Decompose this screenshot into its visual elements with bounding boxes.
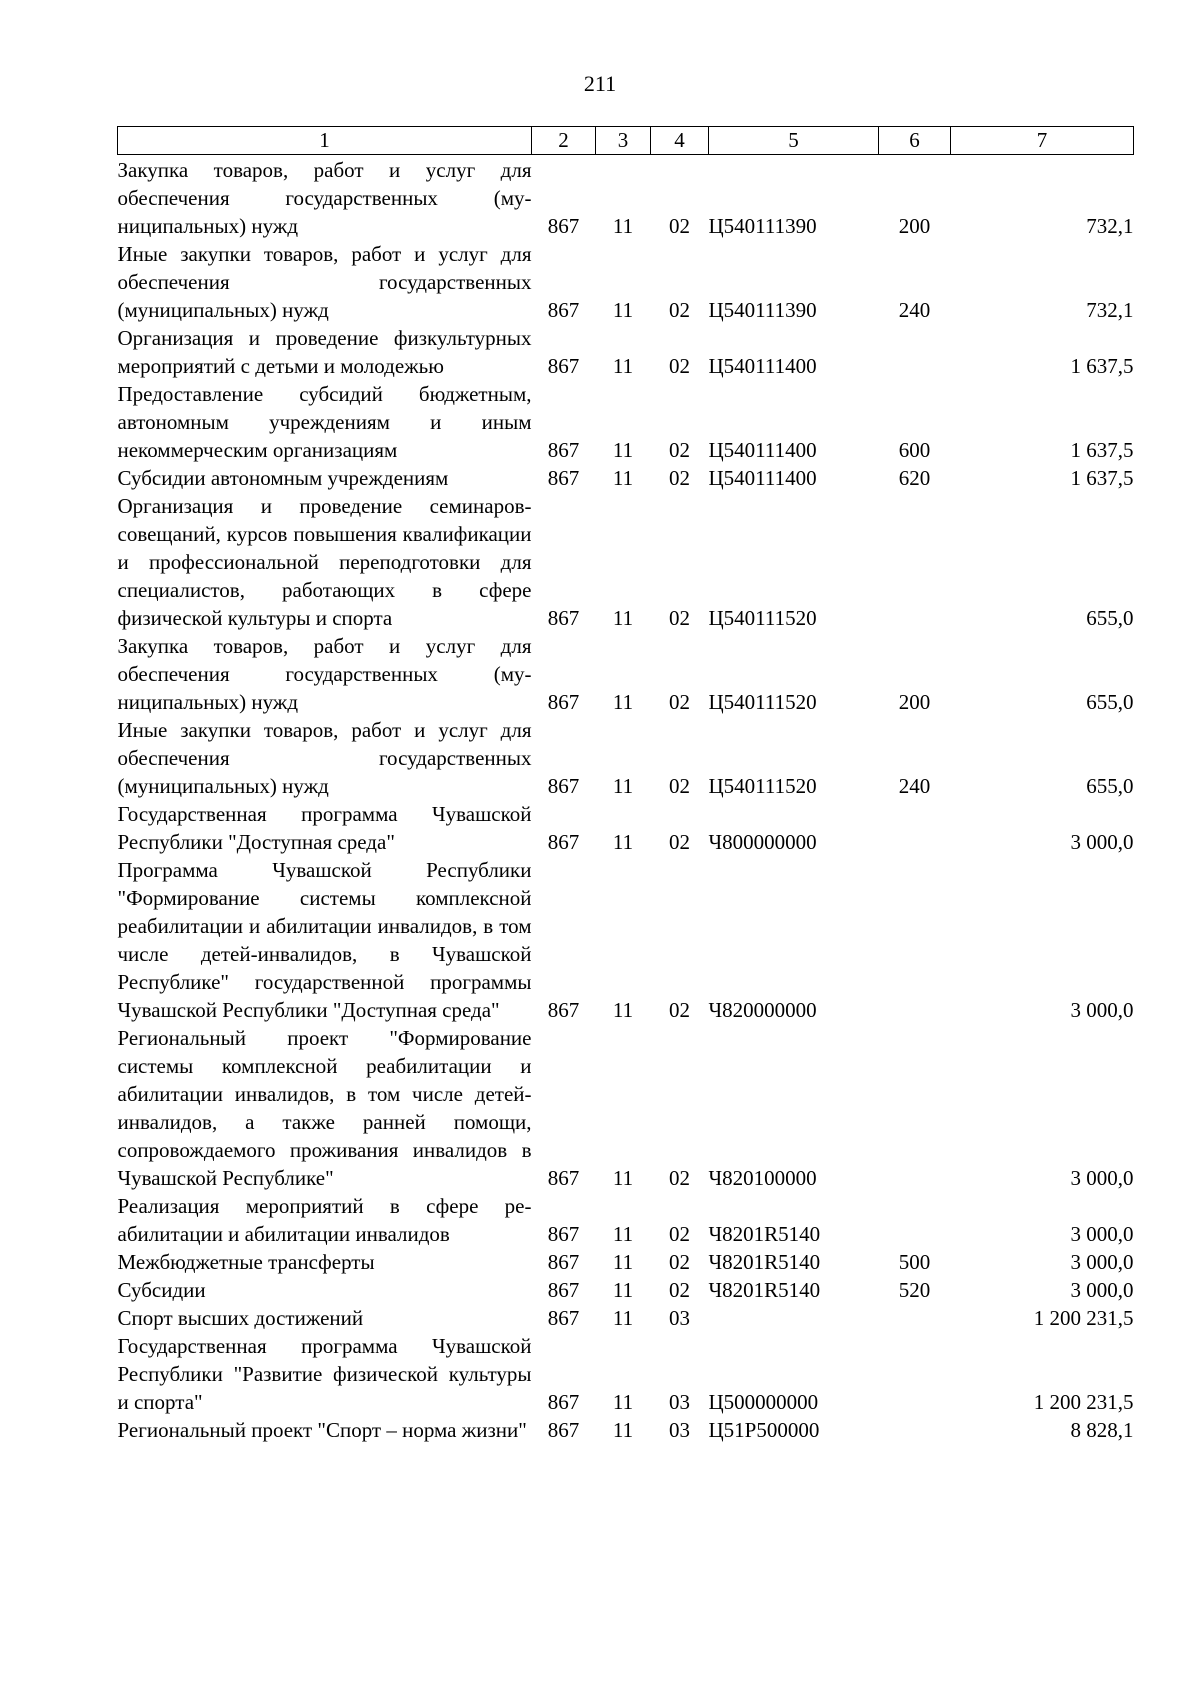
row-ministry-code: 867 xyxy=(547,1278,580,1302)
row-amount: 3 000,0 xyxy=(1070,998,1134,1022)
row-expense-type: 240 xyxy=(898,774,931,798)
row-subsection: 02 xyxy=(669,214,690,238)
row-amount: 655,0 xyxy=(1086,606,1134,630)
row-section: 11 xyxy=(612,466,634,490)
row-section: 11 xyxy=(612,1166,634,1190)
row-name: Спорт высших достижений xyxy=(117,1306,364,1330)
row-name: Региональный проект "Формирование системы комплексной реабилитации и абилитации инвалидов, в том числе детей-инвалидов, а также ранней помощи, сопровождаемого проживания инвалидов в Чувашской Республике" xyxy=(117,1026,532,1190)
table-row xyxy=(118,1416,1134,1444)
row-subsection: 03 xyxy=(669,1306,690,1330)
row-target-article: Ц540111400 xyxy=(708,354,817,378)
row-name: Закупка товаров, работ и услуг для обеспечения государственных (муниципальных) нужд xyxy=(117,158,532,238)
row-expense-type: 600 xyxy=(898,438,931,462)
row-target-article: Ц540111400 xyxy=(708,438,817,462)
row-amount: 1 637,5 xyxy=(1070,438,1134,462)
row-name: Предоставление субсидий бюджетным, автономным учреждениям и иным некоммерческим организациям xyxy=(117,382,532,462)
table-row xyxy=(118,1192,1134,1248)
row-target-article: Ц540111400 xyxy=(708,466,817,490)
row-section: 11 xyxy=(612,214,634,238)
row-name: Программа Чувашской Республики "Формирование системы комплексной реабилитации и абилитации инвалидов, в том числе детей-инвалидов, в Чувашской Республике" государственной программы Чувашской Республики "Доступная среда" xyxy=(117,858,532,1022)
row-amount: 3 000,0 xyxy=(1070,1278,1134,1302)
row-target-article: Ц51P500000 xyxy=(708,1418,820,1442)
row-expense-type xyxy=(879,1416,951,1444)
row-ministry-code: 867 xyxy=(547,1306,580,1330)
row-subsection: 02 xyxy=(669,1250,690,1274)
table-body xyxy=(118,155,1134,1445)
row-name: Организация и проведение физкультурных мероприятий с детьми и молодежью xyxy=(117,326,532,378)
row-expense-type: 520 xyxy=(898,1278,931,1302)
row-amount: 732,1 xyxy=(1086,214,1134,238)
row-ministry-code: 867 xyxy=(547,998,580,1022)
row-subsection: 02 xyxy=(669,830,690,854)
row-amount: 3 000,0 xyxy=(1070,1222,1134,1246)
row-ministry-code: 867 xyxy=(547,606,580,630)
row-expense-type xyxy=(879,324,951,380)
row-section: 11 xyxy=(612,1418,634,1442)
row-section: 11 xyxy=(612,774,634,798)
row-name: Организация и проведение семинаров-совещаний, курсов повышения квалификации и профессиональной переподготовки для специалистов, работающих в сфере физической культуры и спорта xyxy=(117,494,532,630)
row-subsection: 03 xyxy=(669,1418,690,1442)
row-name: Государственная программа Чувашской Республики "Доступная среда" xyxy=(117,802,532,854)
row-expense-type: 240 xyxy=(898,298,931,322)
row-subsection: 02 xyxy=(669,1278,690,1302)
row-section: 11 xyxy=(612,1278,634,1302)
row-subsection: 02 xyxy=(669,774,690,798)
table-row xyxy=(118,800,1134,856)
row-ministry-code: 867 xyxy=(547,466,580,490)
row-target-article: Ц540111520 xyxy=(708,774,817,798)
row-name: Иные закупки товаров, работ и услуг для обеспечения государственных (муниципальных) нужд xyxy=(117,242,532,322)
row-target-article: Ч820100000 xyxy=(708,1166,817,1190)
table-row xyxy=(118,1248,1134,1276)
column-header-4: 4 xyxy=(651,127,709,155)
row-subsection: 02 xyxy=(669,466,690,490)
row-amount: 3 000,0 xyxy=(1070,1250,1134,1274)
table-row xyxy=(118,1332,1134,1416)
row-amount: 655,0 xyxy=(1086,690,1134,714)
table-row xyxy=(118,1024,1134,1192)
row-ministry-code: 867 xyxy=(547,438,580,462)
row-target-article: Ч800000000 xyxy=(708,830,817,854)
row-expense-type xyxy=(879,1332,951,1416)
row-target-article: Ц500000000 xyxy=(708,1390,819,1414)
row-name: Межбюджетные трансферты xyxy=(117,1250,375,1274)
row-section: 11 xyxy=(612,438,634,462)
row-name: Государственная программа Чувашской Республики "Развитие физической культуры и спорта" xyxy=(117,1334,532,1414)
row-name: Иные закупки товаров, работ и услуг для обеспечения государственных (муниципальных) нужд xyxy=(117,718,532,798)
table-row xyxy=(118,632,1134,716)
column-header-1: 1 xyxy=(118,127,532,155)
row-amount: 3 000,0 xyxy=(1070,1166,1134,1190)
row-target-article: Ч8201R5140 xyxy=(708,1222,821,1246)
row-amount: 1 200 231,5 xyxy=(1033,1390,1134,1414)
row-subsection: 02 xyxy=(669,354,690,378)
row-name: Субсидии xyxy=(117,1278,206,1302)
row-ministry-code: 867 xyxy=(547,1250,580,1274)
table-row xyxy=(118,324,1134,380)
row-expense-type xyxy=(879,492,951,632)
column-header-row xyxy=(118,127,1134,155)
row-section: 11 xyxy=(612,354,634,378)
row-ministry-code: 867 xyxy=(547,690,580,714)
row-expense-type: 500 xyxy=(898,1250,931,1274)
row-ministry-code: 867 xyxy=(547,774,580,798)
budget-table xyxy=(117,126,1134,1444)
row-target-article: Ц540111520 xyxy=(708,690,817,714)
table-row xyxy=(118,380,1134,464)
column-header-6: 6 xyxy=(879,127,951,155)
table-row xyxy=(118,155,1134,241)
row-target-article: Ч8201R5140 xyxy=(708,1250,821,1274)
table-row xyxy=(118,856,1134,1024)
row-section: 11 xyxy=(612,1222,634,1246)
row-name: Субсидии автономным учреждениям xyxy=(117,466,449,490)
row-ministry-code: 867 xyxy=(547,830,580,854)
table-row xyxy=(118,464,1134,492)
row-subsection: 02 xyxy=(669,606,690,630)
row-subsection: 03 xyxy=(669,1390,690,1414)
row-amount: 3 000,0 xyxy=(1070,830,1134,854)
row-section: 11 xyxy=(612,1390,634,1414)
row-ministry-code: 867 xyxy=(547,214,580,238)
row-expense-type: 620 xyxy=(898,466,931,490)
row-section: 11 xyxy=(612,690,634,714)
row-target-article: Ч820000000 xyxy=(708,998,817,1022)
row-amount: 1 200 231,5 xyxy=(1033,1306,1134,1330)
row-ministry-code: 867 xyxy=(547,1222,580,1246)
table-row xyxy=(118,1304,1134,1332)
row-target-article: Ч8201R5140 xyxy=(708,1278,821,1302)
row-ministry-code: 867 xyxy=(547,298,580,322)
row-expense-type: 200 xyxy=(898,690,931,714)
table-row xyxy=(118,240,1134,324)
row-section: 11 xyxy=(612,830,634,854)
row-ministry-code: 867 xyxy=(547,1390,580,1414)
row-name: Реализация мероприятий в сфере реабилитации и абилитации инвалидов xyxy=(117,1194,532,1246)
row-target-article: Ц540111390 xyxy=(708,214,817,238)
page-number: 211 xyxy=(583,71,617,96)
row-expense-type: 200 xyxy=(898,214,931,238)
row-section: 11 xyxy=(612,1306,634,1330)
table-row xyxy=(118,492,1134,632)
row-amount: 1 637,5 xyxy=(1070,466,1134,490)
row-expense-type xyxy=(879,1024,951,1192)
table-row xyxy=(118,716,1134,800)
row-subsection: 02 xyxy=(669,298,690,322)
row-section: 11 xyxy=(612,1250,634,1274)
row-subsection: 02 xyxy=(669,438,690,462)
row-target-article: Ц540111520 xyxy=(708,606,817,630)
row-ministry-code: 867 xyxy=(547,1418,580,1442)
table-row xyxy=(118,1276,1134,1304)
column-header-5: 5 xyxy=(709,127,879,155)
row-subsection: 02 xyxy=(669,690,690,714)
row-target-article: Ц540111390 xyxy=(708,298,817,322)
row-expense-type xyxy=(879,800,951,856)
row-amount: 655,0 xyxy=(1086,774,1134,798)
row-expense-type xyxy=(879,1192,951,1248)
row-amount: 8 828,1 xyxy=(1070,1418,1134,1442)
column-header-3: 3 xyxy=(596,127,651,155)
row-ministry-code: 867 xyxy=(547,1166,580,1190)
row-section: 11 xyxy=(612,298,634,322)
row-subsection: 02 xyxy=(669,1166,690,1190)
row-section: 11 xyxy=(612,998,634,1022)
row-section: 11 xyxy=(612,606,634,630)
row-expense-type xyxy=(879,856,951,1024)
row-target-article xyxy=(709,1304,879,1332)
row-amount: 1 637,5 xyxy=(1070,354,1134,378)
row-subsection: 02 xyxy=(669,1222,690,1246)
column-header-7: 7 xyxy=(951,127,1134,155)
row-expense-type xyxy=(879,1304,951,1332)
column-header-2: 2 xyxy=(532,127,596,155)
row-amount: 732,1 xyxy=(1086,298,1134,322)
row-ministry-code: 867 xyxy=(547,354,580,378)
row-name: Закупка товаров, работ и услуг для обеспечения государственных (муниципальных) нужд xyxy=(117,634,532,714)
row-subsection: 02 xyxy=(669,998,690,1022)
row-name: Региональный проект "Спорт – норма жизни" xyxy=(117,1418,527,1442)
